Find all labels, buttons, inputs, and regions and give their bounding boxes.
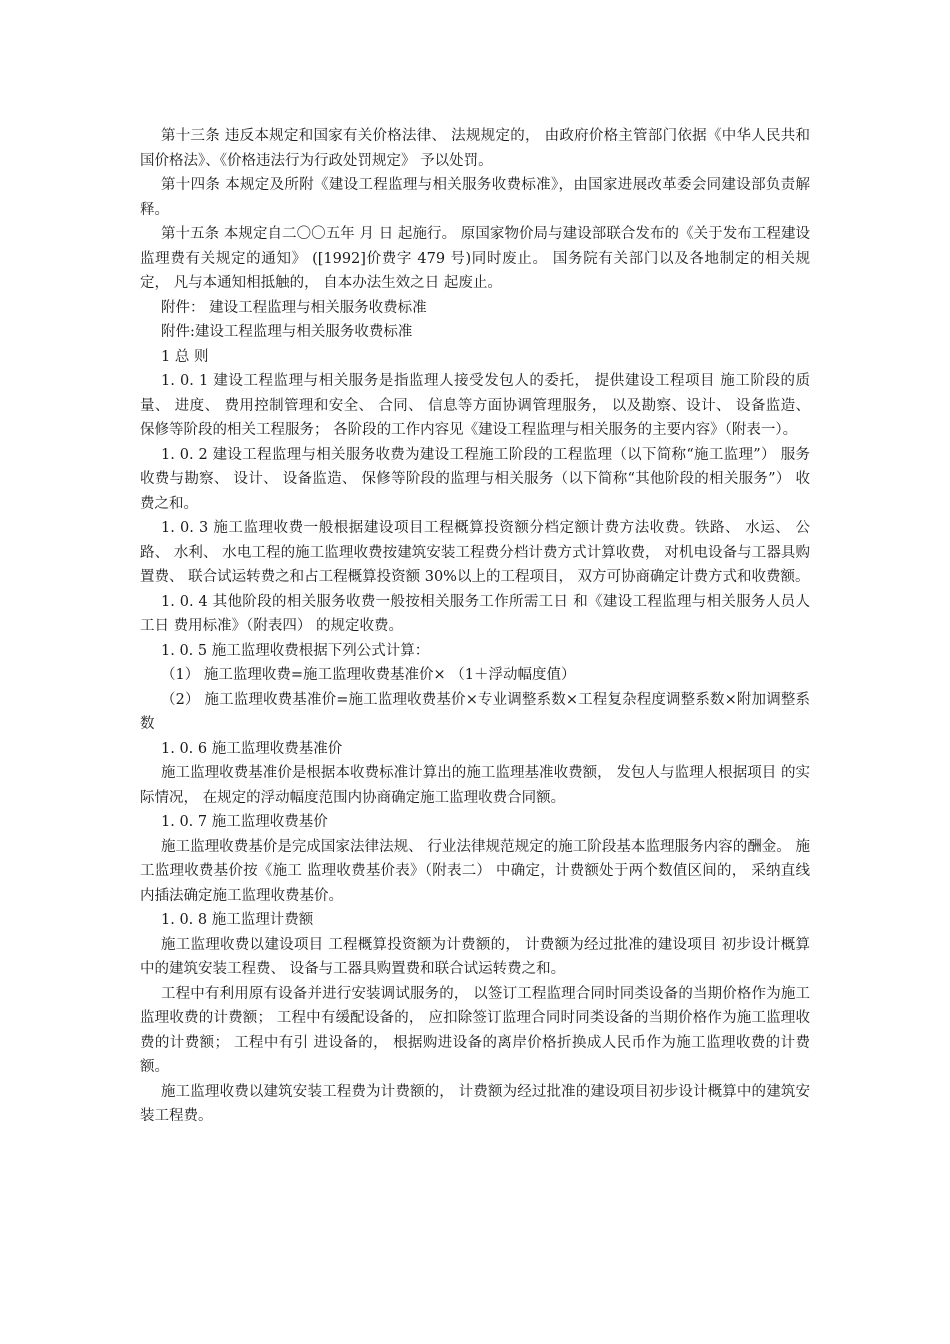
- section-heading: 1 总 则: [161, 348, 209, 365]
- clause-1-0-7-body: 施工监理收费基价是完成国家法律法规、 行业法律规范规定的施工阶段基本监理服务内容的酬金。 施工监理收费基价按《施工 监理收费基价表》（附表二） 中确定，计费额处于两个数值区间的， 采纳直线内插法确定施工监理收费基价。: [140, 838, 810, 904]
- clause-1-0-7-heading: 1. 0. 7 施工监理收费基价: [161, 814, 328, 830]
- article-14-paragraph: 第十四条 本规定及所附《建设工程监理与相关服务收费标准》，由国家进展改革委会同建设部负责解释。: [140, 177, 810, 218]
- clause-1-0-2: 1. 0. 2 建设工程监理与相关服务收费为建设工程施工阶段的工程监理（以下简称“施工监理”） 服务收费与勘察、 设计、 设备监造、 保修等阶段的监理与相关服务（以下简称“其他阶段的相关服务”） 收费之和。: [140, 446, 810, 512]
- attachment-line: 附件： 建设工程监理与相关服务收费标准: [161, 299, 427, 316]
- clause-1-0-8-body-2: 工程中有利用原有设备并进行安装调试服务的， 以签订工程监理合同时同类设备的当期价格作为施工监理收费的计费额； 工程中有缓配设备的， 应扣除签订监理合同时同类设备的当期价格作为施工监理收费的计费额； 工程中有引 进设备的， 根据购进设备的离岸价格折换成人民币作为施工监理收费的计费额。: [140, 985, 810, 1075]
- clause-1-0-8-body-1: 施工监理收费以建设项目 工程概算投资额为计费额的， 计费额为经过批准的建设项目 初步设计概算中的建筑安装工程费、 设备与工器具购置费和联合试运转费之和。: [140, 936, 810, 977]
- clause-1-0-3: 1. 0. 3 施工监理收费一般根据建设项目工程概算投资额分档定额计费方法收费。铁路、 水运、 公路、 水利、 水电工程的施工监理收费按建筑安装工程费分档计费方式计算收费， 对机电设备与工器具购置费、 联合试运转费之和占工程概算投资额 30%以上的工程项目， 双方可协商确定计费方式和收费额。: [140, 520, 810, 585]
- article-15-paragraph: 第十五条 本规定自二〇〇五年 月 日 起施行。 原国家物价局与建设部联合发布的《关于发布工程建设监理费有关规定的通知》 ([1992]价费字 479 号)同时废止。 国务院有关部门以及各地制定的相关规定， 凡与本通知相抵触的， 自本办法生效之日 起废止。: [140, 226, 810, 291]
- article-13-paragraph: 第十三条 违反本规定和国家有关价格法律、 法规规定的， 由政府价格主管部门依据《中华人民共和国价格法》、《价格违法行为行政处罚规定》 予以处罚。: [140, 128, 810, 169]
- clause-1-0-6-body: 施工监理收费基准价是根据本收费标准计算出的施工监理基准收费额， 发包人与监理人根据项目 的实际情况， 在规定的浮动幅度范围内协商确定施工监理收费合同额。: [140, 765, 810, 806]
- clause-1-0-4: 1. 0. 4 其他阶段的相关服务收费一般按相关服务工作所需工日 和《建设工程监理与相关服务人员人工日 费用标准》（附表四） 的规定收费。: [140, 593, 810, 634]
- clause-1-0-5: 1. 0. 5 施工监理收费根据下列公式计算：: [161, 642, 430, 659]
- document-body: [140, 124, 810, 1129]
- attachment-title: 附件:建设工程监理与相关服务收费标准: [161, 324, 413, 340]
- clause-1-0-1: 1. 0. 1 建设工程监理与相关服务是指监理人接受发包人的委托， 提供建设工程项目 施工阶段的质量、 进度、 费用控制管理和安全、 合同、 信息等方面协调管理服务， 以及勘察、设计、 设备监造、 保修等阶段的相关工程服务； 各阶段的工作内容见《建设工程监理与相关服务的主要内容》（附表一）。: [140, 373, 810, 438]
- clause-1-0-8-body-3: 施工监理收费以建筑安装工程费为计费额的， 计费额为经过批准的建设项目初步设计概算中的建筑安装工程费。: [140, 1083, 810, 1124]
- formula-1: （1） 施工监理收费=施工监理收费基准价× （1＋浮动幅度值）: [161, 667, 576, 683]
- clause-1-0-6-heading: 1. 0. 6 施工监理收费基准价: [161, 740, 343, 757]
- clause-1-0-8-heading: 1. 0. 8 施工监理计费额: [161, 912, 314, 928]
- formula-2: （2） 施工监理收费基准价=施工监理收费基价×专业调整系数×工程复杂程度调整系数×附加调整系数: [140, 691, 810, 732]
